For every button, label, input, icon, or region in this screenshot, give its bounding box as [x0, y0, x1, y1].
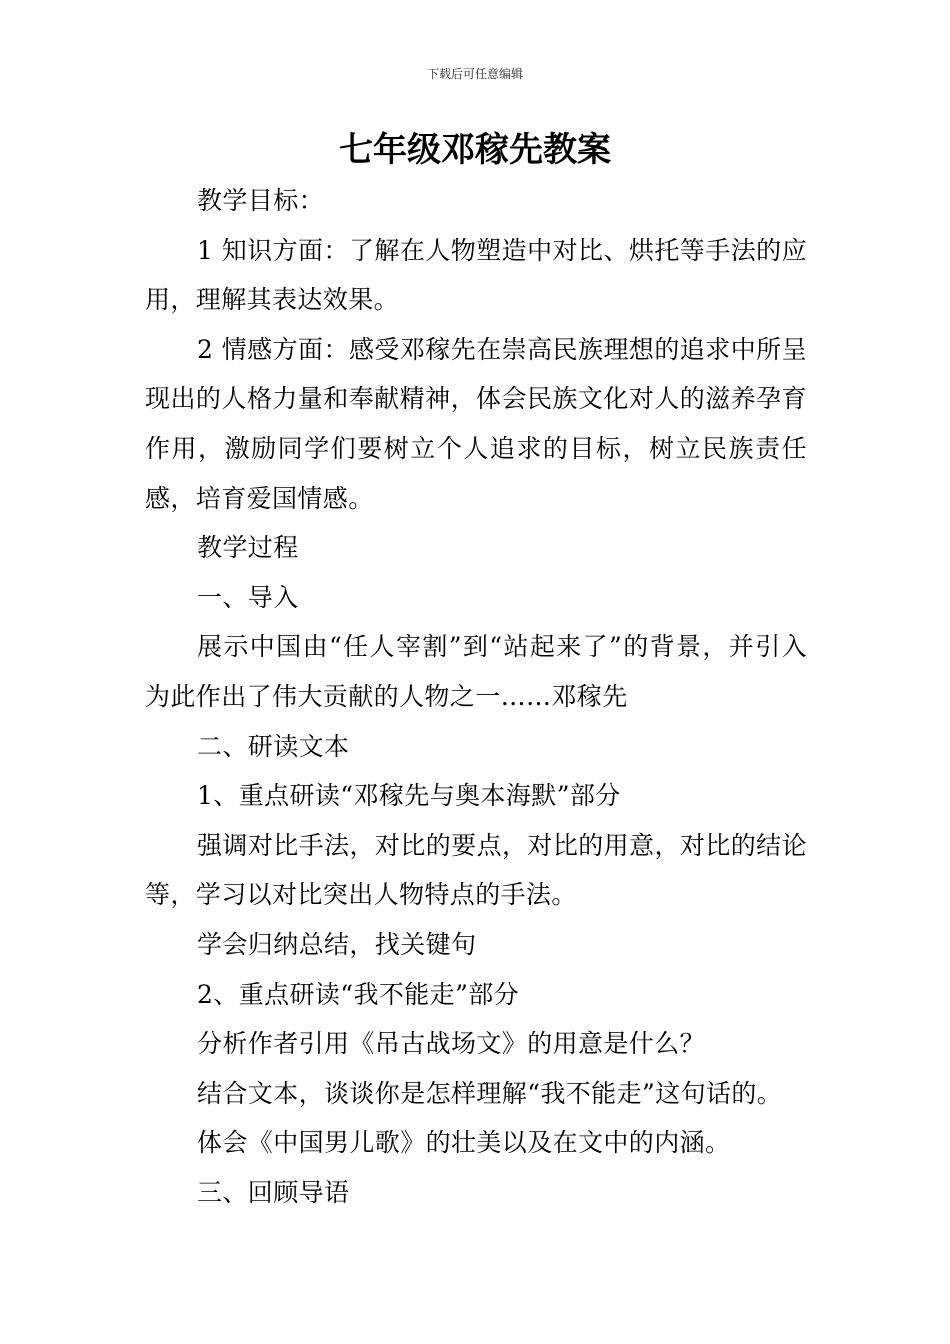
paragraph-teaching-goals-heading: 教学目标： [197, 186, 325, 215]
paragraph-reading-point-1: 1、重点研读“邓稼先与奥本海默”部分 [197, 781, 621, 811]
paragraph-section-review-heading: 三、回顾导语 [197, 1177, 350, 1207]
paragraph-summarize: 学会归纳总结，找关键句 [197, 929, 477, 959]
paragraph-goal-emotion: 2 情感方面：感受邓稼先在崇高民族理想的追求中所呈现出的人格力量和奉献精神，体会民族文化对人的滋养孕育作用，激励同学们要树立个人追求的目标，树立民族责任感，培育爱国情感。 [145, 334, 807, 513]
header-note: 下载后可任意编辑 [426, 67, 523, 81]
paragraph-teaching-process-heading: 教学过程 [197, 533, 299, 563]
document-title: 七年级邓稼先教案 [339, 130, 611, 170]
document-body [145, 176, 807, 1217]
paragraph-contrast-technique: 强调对比手法，对比的要点，对比的用意，对比的结论等，学习以对比突出人物特点的手法。 [145, 830, 807, 910]
paragraph-section-intro-heading: 一、导入 [197, 582, 299, 612]
paragraph-question-citation: 分析作者引用《吊古战场文》的用意是什么？ [197, 1029, 706, 1059]
paragraph-intro-text: 展示中国由“任人宰割”到“站起来了”的背景，并引入为此作出了伟大贡献的人物之一……邓稼先 [145, 632, 807, 711]
paragraph-song-meaning: 体会《中国男儿歌》的壮美以及在文中的内涵。 [197, 1128, 731, 1158]
paragraph-question-understanding: 结合文本，谈谈你是怎样理解“我不能走”这句话的。 [197, 1078, 783, 1108]
paragraph-section-reading-heading: 二、研读文本 [197, 731, 350, 761]
paragraph-goal-knowledge: 1 知识方面：了解在人物塑造中对比、烘托等手法的应用，理解其表达效果。 [145, 235, 807, 315]
paragraph-reading-point-2: 2、重点研读“我不能走”部分 [197, 979, 520, 1009]
